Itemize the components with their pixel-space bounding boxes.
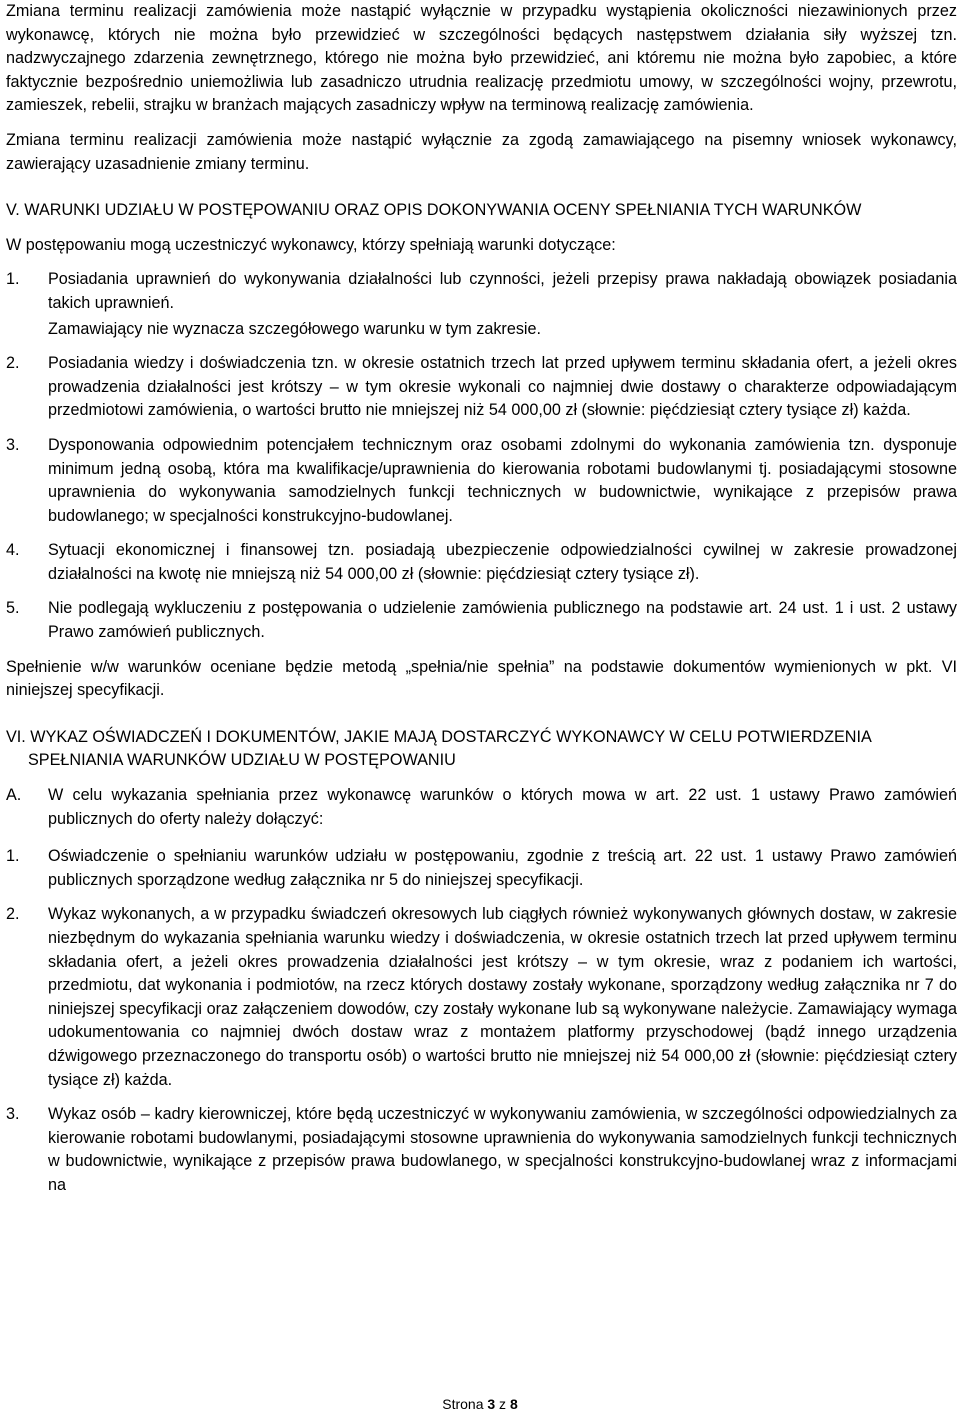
page-number-total: 8 xyxy=(509,1396,518,1412)
list-item-number: 2. xyxy=(6,905,20,924)
list-item-number: 1. xyxy=(6,847,20,866)
list-item xyxy=(6,845,957,892)
intro-paragraph-consent: Zmiana terminu realizacji zamówienia może nastąpić wyłącznie za zgodą zamawiającego na pisemny wniosek wykonawcy, zawierający uzasadnienie zmiany terminu. xyxy=(6,130,957,173)
section-vi-heading: VI. WYKAZ OŚWIADCZEŃ I DOKUMENTÓW, JAKIE MAJĄ DOSTARCZYĆ WYKONAWCY W CELU POTWIERDZENIA SPEŁNIANIA WARUNKÓW UDZIAŁU W POSTĘPOWANIU xyxy=(6,727,871,770)
list-item-text: Posiadania uprawnień do wykonywania działalności lub czynności, jeżeli przepisy prawa nakładają obowiązek posiadania takich uprawnień. xyxy=(48,270,957,312)
list-item-text: Nie podlegają wykluczeniu z postępowania o udzielenie zamówienia publicznego na podstawie art. 24 ust. 1 i ust. 2 ustawy Prawo zamówień publicznych. xyxy=(48,599,957,642)
list-item-number: 5. xyxy=(6,599,20,618)
section-v-lead: W postępowaniu mogą uczestniczyć wykonawcy, którzy spełniają warunki dotyczące: xyxy=(6,235,616,254)
list-item-text: Posiadania wiedzy i doświadczenia tzn. w okresie ostatnich trzech lat przed upływem terminu składania ofert, a jeżeli okres prowadzenia działalności jest krótszy – w tym okresie wykonali co najmniej dwie dostawy o charakterze odpowiadającym przedmiotowi zamówienia, o wartości brutto nie mniejszej niż 54 000,00 zł (słownie: pięćdziesiąt cztery tysiące zł) każda. xyxy=(48,354,957,420)
list-item-text: Dysponowania odpowiednim potencjałem technicznym oraz osobami zdolnymi do wykonania zamówienia tzn. dysponuje minimum jedną osobą, która ma kwalifikacje/uprawnienia do kierowania robotami budowlanymi tj. posiadającymi stosowne uprawnienia do wykonywania samodzielnych funkcji technicznych w budownictwie, wynikające z przepisów prawa budowlanego; w specjalności konstrukcyjno-budowlanej. xyxy=(48,435,957,525)
list-item-text: Oświadczenie o spełnianiu warunków udziału w postępowaniu, zgodnie z treścią art. 22 ust. 1 ustawy Prawo zamówień publicznych sporządzone według załącznika nr 5 do niniejszej specyfikacji. xyxy=(48,847,957,889)
list-item xyxy=(6,539,957,586)
list-item xyxy=(6,434,957,528)
page-number-separator: z xyxy=(495,1396,510,1412)
list-item xyxy=(6,903,957,1092)
list-item-letter-a xyxy=(6,784,957,831)
list-item-number: 4. xyxy=(6,541,20,560)
list-item-text: W celu wykazania spełniania przez wykonawcę warunków o których mowa w art. 22 ust. 1 ustawy Prawo zamówień publicznych do oferty należy dołączyć: xyxy=(48,786,957,828)
intro-paragraph-deadline-change: Zmiana terminu realizacji zamówienia może nastąpić wyłącznie w przypadku wystąpienia okoliczności niezawinionych przez wykonawcę, których nie można było przewidzieć w szczególności będących następstwem działania siły wyższej tzn. nadzwyczajnego zdarzenia zewnętrznego, którego nie można było przewidzieć, ani któremu nie można było zapobiec, a które faktycznie bezpośrednio uniemożliwia lub zasadniczo utrudnia realizację przedmiotu umowy, w szczególności wojny, przewrotu, zamieszek, rebelii, strajku w branżach mających zasadniczy wpływ na terminową realizację zamówienia. xyxy=(6,2,957,115)
section-v-closing: Spełnienie w/w warunków oceniane będzie metodą „spełnia/nie spełnia” na podstawie dokumentów wymienionych w pkt. VI niniejszej specyfikacji. xyxy=(6,657,957,700)
list-item-number: 3. xyxy=(6,1105,20,1124)
list-item-note: Zamawiający nie wyznacza szczegółowego warunku w tym zakresie. xyxy=(48,319,542,338)
page-number-current: 3 xyxy=(487,1396,496,1412)
page-number-prefix: Strona xyxy=(442,1396,488,1412)
list-item-number: 2. xyxy=(6,354,20,373)
document-page xyxy=(6,0,957,1209)
list-item xyxy=(6,268,957,315)
list-item-number: 1. xyxy=(6,270,20,289)
list-item-text: Sytuacji ekonomicznej i finansowej tzn. posiadają ubezpieczenie odpowiedzialności cywilnej w zakresie prowadzonej działalności na kwotę nie mniejszą niż 54 000,00 zł (słownie: pięćdziesiąt cztery tysiące zł). xyxy=(48,541,957,583)
list-item-text: Wykaz osób – kadry kierowniczej, które będą uczestniczyć w wykonywaniu zamówienia, w szczególności odpowiedzialnych za kierowanie robotami budowlanymi, posiadającymi stosowne uprawnienia do wykonywania samodzielnych funkcji technicznych w budownictwie, wynikające z przepisów prawa budowlanego, w specjalności konstrukcyjno-budowlanej wraz z informacjami na xyxy=(48,1105,957,1194)
list-item xyxy=(6,1103,957,1197)
list-item xyxy=(6,352,957,423)
list-item-number: 3. xyxy=(6,435,20,454)
section-v-heading: V. WARUNKI UDZIAŁU W POSTĘPOWANIU ORAZ OPIS DOKONYWANIA OCENY SPEŁNIANIA TYCH WARUNKÓW xyxy=(6,201,862,220)
list-item-text: Wykaz wykonanych, a w przypadku świadczeń okresowych lub ciągłych również wykonywanych głównych dostaw, w zakresie niezbędnym do wykazania spełniania warunku wiedzy i doświadczenia, w okresie ostatnich trzech lat przed upływem terminu składania ofert, a jeżeli okres prowadzenia działalności jest krótszy – w tym okresie, wraz z podaniem ich wartości, przedmiotu, dat wykonania i podmiotów, na rzecz których dostawy zostały wykonane, sporządzony według załącznika nr 7 do niniejszej specyfikacji oraz załączeniem dowodów, czy zostały wykonane lub są wykonywane należycie. Zamawiający wymaga udokumentowania co najmniej dwóch dostaw wraz z montażem platformy przyschodowej (bądź innego urządzenia dźwigowego przeznaczonego do transportu osób) o wartości brutto nie mniejszej niż 54 000,00 zł (słownie: pięćdziesiąt cztery tysiące zł) każda. xyxy=(48,905,957,1089)
page-footer xyxy=(0,1395,960,1413)
list-item-letter: A. xyxy=(6,786,22,805)
list-item xyxy=(6,597,957,644)
